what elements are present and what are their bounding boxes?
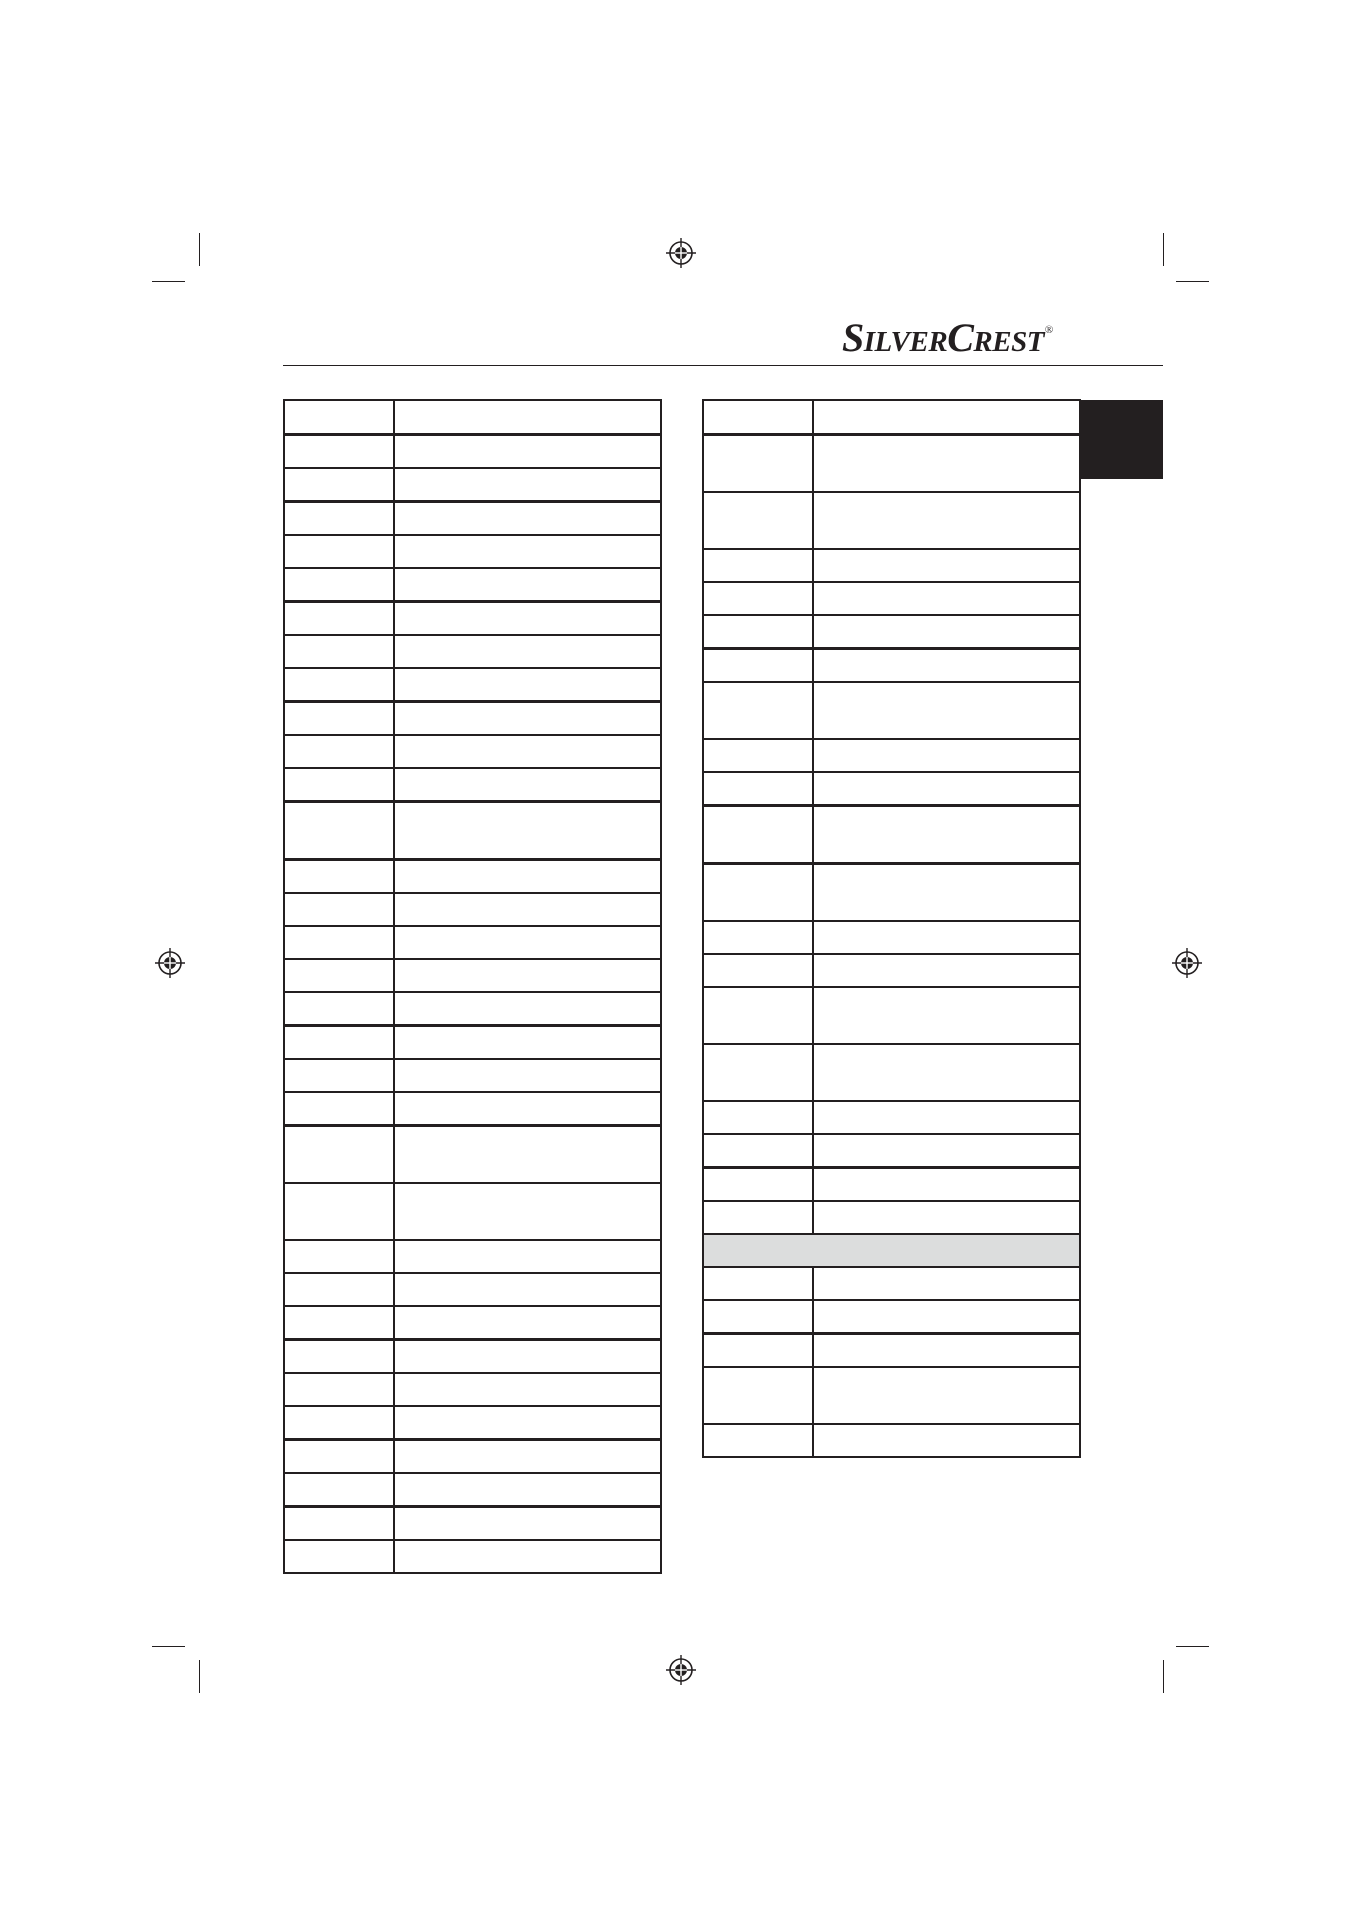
table-cell-code [284,735,394,768]
table-cell-text [394,1440,661,1474]
table-cell-text [813,1267,1080,1300]
table-cell-code [703,806,813,864]
table-cell-code [703,582,813,615]
table-cell-text [813,1300,1080,1334]
table-row [284,468,661,502]
registration-mark-left-icon [155,948,185,978]
table-cell-code [284,702,394,736]
table-cell-code [284,1240,394,1273]
table-cell-text [813,806,1080,864]
table-cell-text [394,959,661,992]
table-cell-code [703,1044,813,1101]
table-cell-text [394,435,661,469]
table-cell-text [813,1044,1080,1101]
table-row [284,668,661,702]
table-cell-code [703,1168,813,1202]
table-row [284,435,661,469]
table-row [703,1201,1080,1234]
table-row [284,802,661,860]
table-cell-text [394,1340,661,1374]
table-cell-code [703,1134,813,1168]
table-row [284,735,661,768]
table-header-row [703,400,1080,435]
table-cell-code [284,1026,394,1060]
table-cell-text [813,1334,1080,1368]
table-cell-code [703,772,813,806]
table-cell-text [394,735,661,768]
table-cell-code [284,1440,394,1474]
left-code-table [283,399,662,1574]
table-cell-code [703,492,813,549]
table-row [284,860,661,894]
table-row [284,1406,661,1440]
table-cell-text [394,1306,661,1340]
table-row [703,1134,1080,1168]
table-cell-code [284,1540,394,1573]
table-row [284,635,661,668]
table-cell-text [813,682,1080,739]
table-cell-code [703,1300,813,1334]
table-cell-text [394,893,661,926]
table-cell-code [703,739,813,772]
table-cell-text [394,568,661,602]
table-cell-code [284,768,394,802]
table-row [703,1044,1080,1101]
table-row [284,1440,661,1474]
table-cell-code [703,435,813,493]
table-cell-text [813,549,1080,582]
table-row [284,568,661,602]
table-cell-code [284,926,394,959]
table-row [703,1300,1080,1334]
table-cell-code [284,635,394,668]
table-cell-text [394,602,661,636]
table-cell-text [394,1126,661,1184]
table-cell-code [703,987,813,1044]
table-cell-code [284,1059,394,1092]
table-cell-code [703,864,813,922]
table-cell-text [813,1424,1080,1457]
table-row [703,1334,1080,1368]
table-row [284,992,661,1026]
table-cell-code [284,1183,394,1240]
table-row [284,535,661,568]
table-cell-code [703,1267,813,1300]
table-cell-code [703,549,813,582]
language-tab-marker [1081,400,1163,479]
table-cell-code [703,1367,813,1424]
table-cell-code [284,992,394,1026]
table-cell-text [394,1473,661,1507]
table-row [703,649,1080,683]
table-cell-code [284,400,394,435]
table-row [703,864,1080,922]
table-row [703,987,1080,1044]
table-row [703,582,1080,615]
table-cell-code [703,682,813,739]
table-cell-text [394,668,661,702]
table-cell-text [813,1168,1080,1202]
table-row [284,1373,661,1406]
table-row [284,959,661,992]
table-cell-text [394,1092,661,1126]
table-cell-code [284,668,394,702]
table-cell-code [284,435,394,469]
crop-mark-top-right-vertical [1163,233,1164,266]
table-section-cell [703,1234,1080,1267]
table-cell-code [703,1101,813,1134]
table-cell-text [813,772,1080,806]
table-cell-text [394,1240,661,1273]
table-cell-code [284,1507,394,1541]
table-row [284,1306,661,1340]
table-cell-text [394,502,661,536]
table-row [703,1267,1080,1300]
table-row [284,702,661,736]
table-cell-text [394,1507,661,1541]
table-row [284,1092,661,1126]
registration-mark-bottom-icon [666,1655,696,1685]
table-cell-code [284,1406,394,1440]
table-cell-text [813,987,1080,1044]
table-cell-text [813,1201,1080,1234]
table-section-row [703,1234,1080,1267]
table-row [703,682,1080,739]
crop-mark-bottom-right-vertical [1163,1660,1164,1693]
table-cell-code [284,860,394,894]
table-cell-text [394,992,661,1026]
table-cell-text [813,921,1080,954]
table-cell-code [703,649,813,683]
table-cell-code [284,893,394,926]
table-cell-code [703,615,813,649]
table-cell-code [703,1334,813,1368]
table-cell-text [813,582,1080,615]
table-row [284,602,661,636]
crop-mark-bottom-left-horizontal [152,1646,185,1647]
table-row [284,1540,661,1573]
table-cell-text [394,1183,661,1240]
table-cell-code [284,502,394,536]
table-row [284,1473,661,1507]
table-cell-text [394,468,661,502]
right-code-table [702,399,1081,1458]
table-cell-text [813,954,1080,987]
silvercrest-logo: SILVERCREST® [842,315,1053,360]
table-row [703,806,1080,864]
table-cell-text [813,1367,1080,1424]
table-cell-code [284,1126,394,1184]
table-cell-code [284,1306,394,1340]
table-cell-code [703,921,813,954]
table-cell-text [813,615,1080,649]
table-cell-code [284,959,394,992]
table-cell-code [703,400,813,435]
table-cell-code [284,1092,394,1126]
table-cell-code [284,1340,394,1374]
table-row [284,1059,661,1092]
table-row [703,1424,1080,1457]
table-row [284,1126,661,1184]
table-cell-text [394,1026,661,1060]
table-row [703,492,1080,549]
table-row [703,1367,1080,1424]
table-cell-text [813,1134,1080,1168]
table-cell-code [284,1473,394,1507]
table-cell-text [813,400,1080,435]
crop-mark-top-left-horizontal [152,281,185,282]
table-cell-text [813,739,1080,772]
table-cell-code [284,1273,394,1306]
table-cell-text [394,702,661,736]
table-row [703,1101,1080,1134]
table-cell-text [394,635,661,668]
registration-mark-top-icon [666,238,696,268]
table-cell-text [394,860,661,894]
table-row [284,926,661,959]
table-row [703,772,1080,806]
crop-mark-top-right-horizontal [1176,281,1209,282]
table-row [284,1273,661,1306]
table-cell-code [703,1201,813,1234]
crop-mark-bottom-right-horizontal [1176,1646,1209,1647]
table-row [284,893,661,926]
table-row [284,1183,661,1240]
table-cell-text [813,435,1080,493]
table-row [284,502,661,536]
table-cell-text [394,1273,661,1306]
table-cell-text [813,1101,1080,1134]
table-row [703,435,1080,493]
table-cell-code [703,954,813,987]
table-cell-text [394,926,661,959]
table-cell-code [703,1424,813,1457]
table-cell-text [394,400,661,435]
table-row [284,1507,661,1541]
table-cell-text [394,768,661,802]
table-header-row [284,400,661,435]
table-row [703,739,1080,772]
table-row [284,1240,661,1273]
table-row [703,954,1080,987]
table-cell-code [284,535,394,568]
table-row [284,1026,661,1060]
table-cell-text [394,1406,661,1440]
table-cell-text [394,802,661,860]
table-cell-text [394,1540,661,1573]
table-row [703,921,1080,954]
table-cell-text [813,649,1080,683]
table-cell-code [284,468,394,502]
header-rule [283,365,1163,366]
table-cell-code [284,568,394,602]
table-cell-text [394,1059,661,1092]
crop-mark-bottom-left-vertical [199,1660,200,1693]
table-row [703,549,1080,582]
table-cell-text [813,492,1080,549]
table-row [703,1168,1080,1202]
table-cell-code [284,802,394,860]
table-row [703,615,1080,649]
table-cell-text [813,864,1080,922]
table-row [284,768,661,802]
table-cell-code [284,602,394,636]
table-row [284,1340,661,1374]
crop-mark-top-left-vertical [199,233,200,266]
table-cell-text [394,535,661,568]
table-cell-text [394,1373,661,1406]
table-cell-code [284,1373,394,1406]
registration-mark-right-icon [1172,948,1202,978]
